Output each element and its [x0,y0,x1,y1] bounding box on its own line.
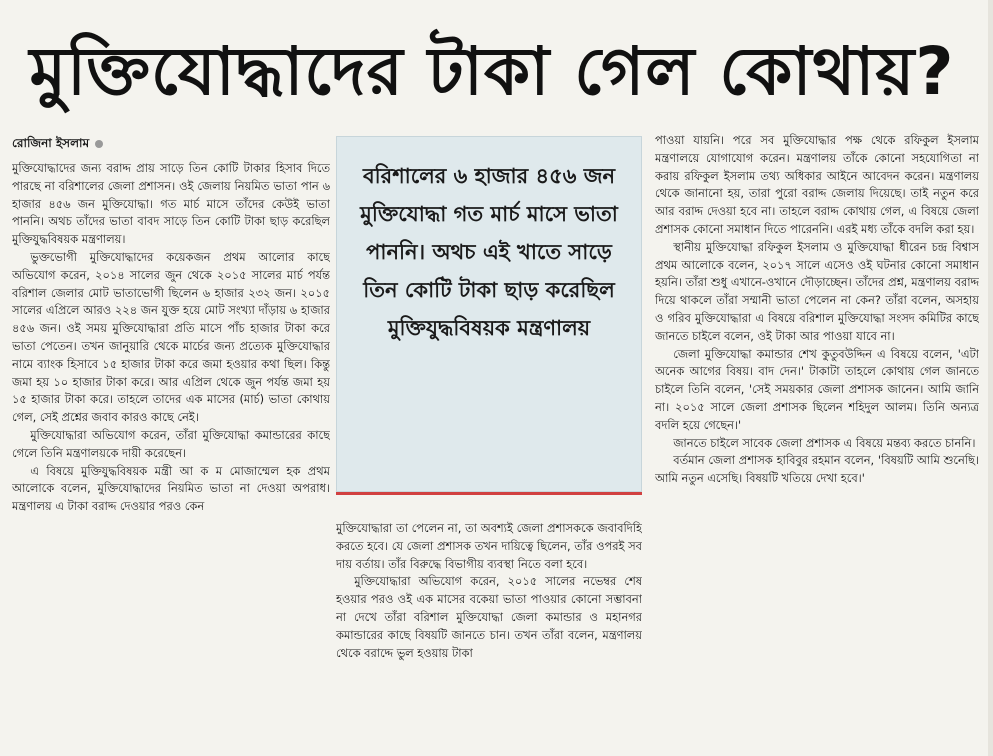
article-column-2 [336,520,642,756]
paragraph: মুক্তিযোদ্ধাদের জন্য বরাদ্দ প্রায় সাড়ে তিন কোটি টাকার হিসাব দিতে পারছে না বরিশালের জেলা প্রশাসন। ওই জেলায় নিয়মিত ভাতা পান ৬ হাজার ৪৫৬ জন মুক্তিযোদ্ধা। গত মার্চ মাসে তাঁদের কেউই ভাতা পাননি। অথচ তাঁদের ভাতা বাবদ সাড়ে তিন কোটি টাকা ছাড় করেছিল মুক্তিযুদ্ধবিষয়ক মন্ত্রণালয়। [12,161,330,247]
paragraph: মুক্তিযোদ্ধারা অভিযোগ করেন, তাঁরা মুক্তিযোদ্ধা কমান্ডারের কাছে গেলে তিনি মন্ত্রণালয়কে দায়ী করেছেন। [12,427,330,460]
article-column-3 [655,132,979,756]
paragraph: এ বিষয়ে মুক্তিযুদ্ধবিষয়ক মন্ত্রী আ ক ম মোজাম্মেল হক প্রথম আলোকে বলেন, মুক্তিযোদ্ধাদের নিয়মিত ভাতা না দেওয়া অপরাধ। মন্ত্রণালয় এ টাকা বরাদ্দ দেওয়ার পরও কেন [12,463,330,514]
article-column-1 [12,160,330,756]
paragraph: জেলা মুক্তিযোদ্ধা কমান্ডার শেখ কুতুবউদ্দিন এ বিষয়ে বলেন, 'এটা অনেক আগের বিষয়। বাদ দেন।' টাকাটা তাহলে কোথায় গেল জানতে চাইলে তিনি বলেন, 'সেই সময়কার জেলা প্রশাসক জানেন। আমি জানি না। ২০১৫ সালে জেলা প্রশাসক ছিলেন শহিদুল আলম। তিনি অন্যত্র বদলি হয়ে গেছেন।' [655,346,979,432]
paragraph: মুক্তিযোদ্ধারা তা পেলেন না, তা অবশ্যই জেলা প্রশাসককে জবাবদিহি করতে হবে। যে জেলা প্রশাসক তখন দায়িত্বে ছিলেন, তাঁর ওপরই সব দায় বর্তায়। তাঁর বিরুদ্ধে বিভাগীয় ব্যবস্থা নিতে বলা হবে। [336,521,642,571]
page-edge [988,0,993,756]
paragraph: জানতে চাইলে সাবেক জেলা প্রশাসক এ বিষয়ে মন্তব্য করতে চাননি। [673,435,976,450]
paragraph: ভুক্তভোগী মুক্তিযোদ্ধাদের কয়েকজন প্রথম আলোর কাছে অভিযোগ করেন, ২০১৪ সালের জুন থেকে ২০১৫ সালের মার্চ পর্যন্ত বরিশাল জেলার মোট ভাতাভোগী ছিলেন ৬ হাজার ২৩২ জন। ২০১৫ সালের এপ্রিলে আরও ২২৪ জন যুক্ত হয়ে মোট সংখ্যা দাঁড়ায় ৬ হাজার ৪৫৬ জন। ওই সময় মুক্তিযোদ্ধারা প্রতি মাসে পাঁচ হাজার টাকা করে ভাতা পেতেন। তখন জানুয়ারি থেকে মার্চের জন্য প্রত্যেক মুক্তিযোদ্ধার নামে ব্যাংক হিসাবে ১৫ হাজার টাকা করে জমা হওয়ার কথা ছিল। কিন্তু জমা হয় ১০ হাজার টাকা করে। আর এপ্রিল থেকে জুন পর্যন্ত জমা হয় ১৫ হাজার টাকা করে। তাহলে তাদের এক মাসের (মার্চ) ভাতা কোথায় গেল, সেই প্রশ্নের জবাব কারও কাছে নেই। [12,249,330,425]
byline-dot-icon [95,140,103,148]
paragraph: মুক্তিযোদ্ধারা অভিযোগ করেন, ২০১৫ সালের নভেম্বর শেষ হওয়ার পরও ওই এক মাসের বকেয়া ভাতা পাওয়ার কোনো সম্ভাবনা না দেখে তাঁরা বরিশাল মুক্তিযোদ্ধা জেলা কমান্ডার ও মহানগর কমান্ডারের কাছে বিষয়টি জানতে চান। তখন তাঁরা বলেন, মন্ত্রণালয় থেকে বরাদ্দে ভুল হওয়ায় টাকা [336,574,642,660]
paragraph: পাওয়া যায়নি। পরে সব মুক্তিযোদ্ধার পক্ষ থেকে রফিকুল ইসলাম মন্ত্রণালয়ে যোগাযোগ করেন। মন্ত্রণালয় তাঁকে কোনো সহযোগিতা না করায় রফিকুল ইসলাম তথ্য অধিকার আইনে আবেদন করেন। মন্ত্রণালয় থেকে জানানো হয়, তারা পুরো বরাদ্দ জেলায় দিয়েছে। তাই নতুন করে আর বরাদ্দ দেওয়া হবে না। তাহলে বরাদ্দ কোথায় গেল, এ বিষয়ে জেলা প্রশাসক কোনো সমাধান দিতে পারেননি। এরই মধ্য তাঁকে বদলি করা হয়। [655,133,979,236]
paragraph: স্থানীয় মুক্তিযোদ্ধা রফিকুল ইসলাম ও মুক্তিযোদ্ধা ধীরেন চন্দ্র বিশ্বাস প্রথম আলোকে বলেন, ২০১৭ সালে এসেও ওই ঘটনার কোনো সমাধান হয়নি। তাঁরা শুধু এখানে-ওখানে দৌড়াচ্ছেন। তাঁদের প্রশ্ন, মন্ত্রণালয় বরাদ্দ দিয়ে থাকলে তাঁরা সম্মানী ভাতা পেলেন না কেন? তাঁরা বলেন, অসহায় ও গরিব মুক্তিযোদ্ধারা এ বিষয়ে বরিশাল মুক্তিযোদ্ধা সংসদ কমিটির কাছে জানতে চাইলে বলেন, ওই টাকা আর পাওয়া যাবে না। [655,239,979,343]
pull-quote-rule [336,492,642,495]
paragraph: বর্তমান জেলা প্রশাসক হাবিবুর রহমান বলেন, 'বিষয়টি আমি শুনেছি। আমি নতুন এসেছি। বিষয়টি খতিয়ে দেখা হবে।' [655,453,979,486]
pull-quote-box [336,136,642,492]
byline-author: রোজিনা ইসলাম [12,136,90,150]
pull-quote-text: বরিশালের ৬ হাজার ৪৫৬ জন মুক্তিযোদ্ধা গত মার্চ মাসে ভাতা পাননি। অথচ এই খাতে সাড়ে তিন কোটি টাকা ছাড় করেছিল মুক্তিযুদ্ধবিষয়ক মন্ত্রণালয় [360,164,618,340]
byline [12,134,330,152]
headline: মুক্তিযোদ্ধাদের টাকা গেল কোথায়? [29,33,955,110]
